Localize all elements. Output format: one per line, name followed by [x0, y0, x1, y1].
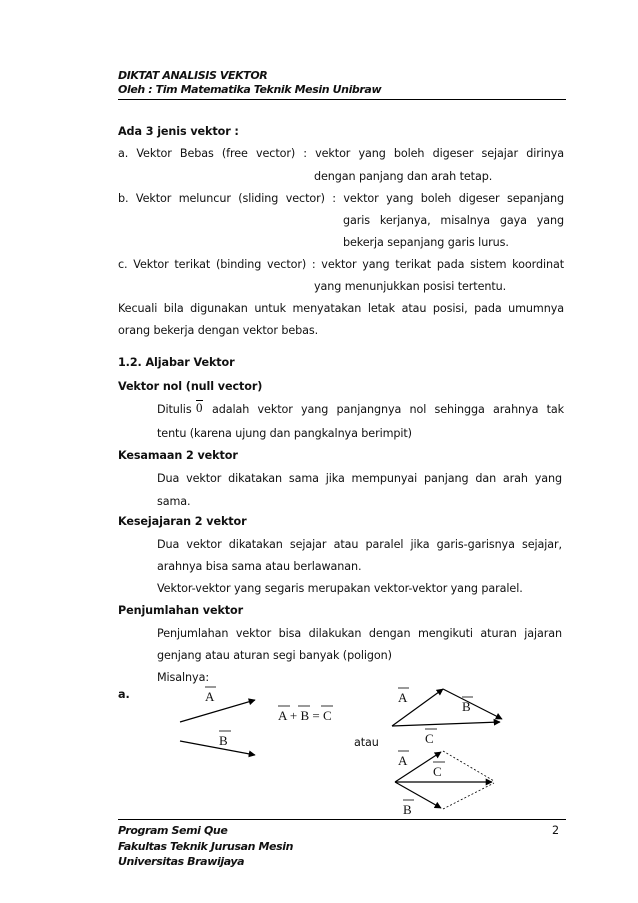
null-vector-text-c: tentu (karena ujung dan pangkalnya berimpit): [157, 427, 412, 440]
parallel-heading: Kesejajaran 2 vektor: [118, 515, 247, 528]
parallelogram-label-c: C: [433, 764, 442, 779]
left-label-b: B: [219, 733, 228, 748]
note-line1: Kecuali bila digunakan untuk menyatakan letak atau posisi, pada umumnya: [118, 302, 564, 315]
null-vector-heading: Vektor nol (null vector): [118, 380, 263, 393]
equality-line1: Dua vektor dikatakan sama jika mempunyai panjang dan arah yang: [157, 472, 562, 485]
type-b-cont2: bekerja sepanjang garis lurus.: [343, 236, 509, 249]
triangle-label-a: A: [398, 690, 408, 705]
parallel-line1: Dua vektor dikatakan sejajar atau paralel jika garis-garisnya sejajar,: [157, 538, 562, 551]
left-vector-b: [180, 741, 255, 755]
parallelogram-label-a: A: [398, 753, 408, 768]
type-c-cont: yang menunjukkan posisi tertentu.: [314, 280, 507, 293]
null-vector-text-a: Ditulis: [157, 403, 192, 416]
null-vector-text-b: adalah vektor yang panjangnya nol sehingga arahnya tak: [212, 403, 564, 416]
null-vector-symbol: 0: [196, 400, 203, 415]
equality-heading: Kesamaan 2 vektor: [118, 449, 238, 462]
footer-rule: [118, 819, 566, 820]
type-a-line: a. Vektor Bebas (free vector) : vektor yang boleh digeser sejajar dirinya: [118, 147, 564, 160]
equality-line2: sama.: [157, 495, 191, 508]
type-c-term: binding vector: [220, 258, 302, 271]
sum-line1: Penjumlahan vektor bisa dilakukan dengan mengikuti aturan jajaran: [157, 627, 562, 640]
sum-line2: genjang atau aturan segi banyak (poligon): [157, 649, 392, 662]
triangle-label-b: B: [462, 699, 471, 714]
parallelogram-dash-bottom: [443, 783, 494, 809]
header-title: DIKTAT ANALISIS VEKTOR: [118, 69, 268, 82]
section-title: 1.2. Aljabar Vektor: [118, 356, 235, 369]
note-line2: orang bekerja dengan vektor bebas.: [118, 324, 319, 337]
type-b-term: sliding vector: [242, 192, 321, 205]
figure-label: a.: [118, 688, 130, 701]
triangle-label-c: C: [425, 731, 434, 746]
sum-equation: A + B = C: [278, 708, 332, 723]
triangle-vector-c: [392, 722, 500, 726]
type-b-cont1: garis kerjanya, misalnya gaya yang: [343, 214, 564, 227]
parallelogram-vector-b: [395, 782, 441, 808]
parallelogram-dash-top: [443, 751, 494, 781]
parallel-line2: arahnya bisa sama atau berlawanan.: [157, 560, 362, 573]
footer-line2: Fakultas Teknik Jurusan Mesin: [118, 840, 294, 853]
sum-heading: Penjumlahan vektor: [118, 604, 244, 617]
triangle-vector-b: [443, 689, 502, 719]
type-c-line: c. Vektor terikat (binding vector) : vektor yang terikat pada sistem koordinat: [118, 258, 564, 271]
atau-label: atau: [354, 736, 379, 749]
left-label-a: A: [205, 689, 215, 704]
sum-line3: Misalnya:: [157, 671, 209, 684]
type-a-term: free vector: [226, 147, 291, 160]
parallel-line3: Vektor-vektor yang segaris merupakan vektor-vektor yang paralel.: [157, 582, 523, 595]
header-subtitle: Oleh : Tim Matematika Teknik Mesin Unibraw: [118, 83, 382, 96]
page-number: 2: [552, 824, 560, 837]
type-a-cont: dengan panjang dan arah tetap.: [314, 170, 493, 183]
parallelogram-label-b: B: [403, 802, 412, 817]
footer-line1: Program Semi Que: [118, 824, 228, 837]
left-vector-a: [180, 700, 255, 722]
types-heading: Ada 3 jenis vektor :: [118, 125, 239, 138]
footer-line3: Universitas Brawijaya: [118, 855, 245, 868]
type-b-line: b. Vektor meluncur (sliding vector) : vektor yang boleh digeser sepanjang: [118, 192, 564, 205]
